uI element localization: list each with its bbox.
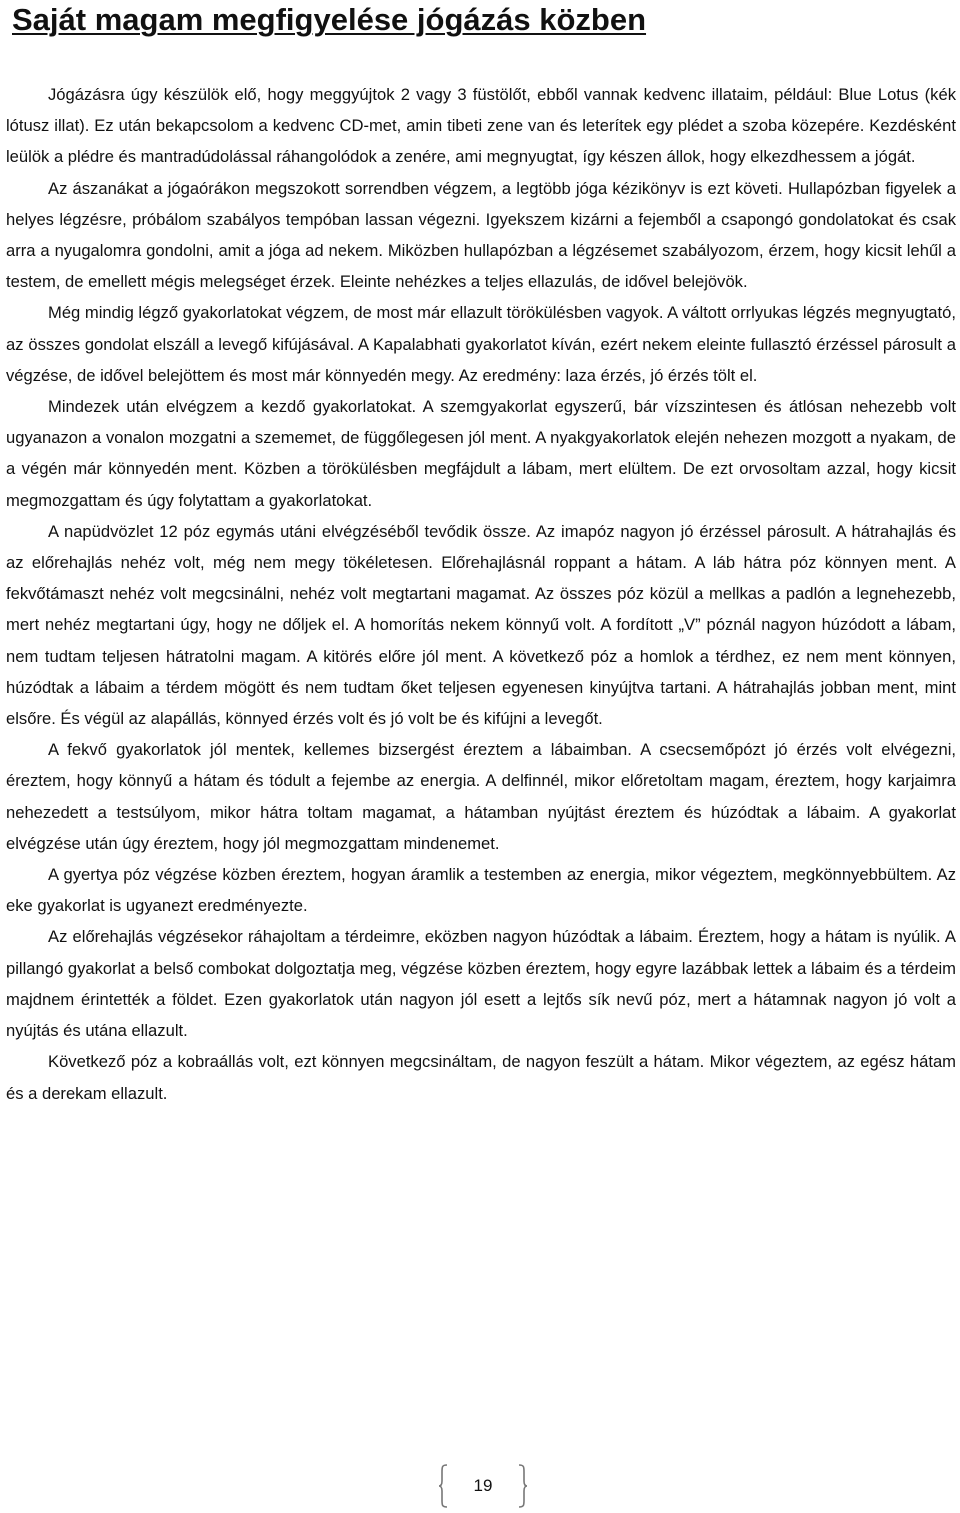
left-brace-icon [438, 1464, 448, 1508]
paragraph: Még mindig légző gyakorlatokat végzem, de most már ellazult törökülésben vagyok. A váltott orrlyukas légzés megnyugtató, az összes gondolat elszáll a levegő kifújásával. A Kapalabhati gyakorlatot kíván, ezért nekem eleinte fullasztó érzéssel párosult a végzése, de idővel belejöttem és most már könnyedén megy. Az eredmény: laza érzés, jó érzés tölt el. [6, 303, 956, 385]
right-brace-icon [518, 1464, 528, 1508]
paragraph: A gyertya póz végzése közben éreztem, hogyan áramlik a testemben az energia, mikor végeztem, megkönnyebbültem. Az eke gyakorlat is ugyanezt eredményezte. [6, 865, 956, 916]
paragraph: Az előrehajlás végzésekor ráhajoltam a térdeimre, eközben nagyon húzódtak a lábaim. Éreztem, hogy a hátam is nyúlik. A pillangó gyakorlat a belső combokat dolgoztatja meg, végzése közben éreztem, hogy egyre lazábbak lettek a lábaim és a térdeim majdnem érintették a földet. Ezen gyakorlatok után nagyon jól esett a lejtős sík nevű póz, mert a hátamnak nagyon jó volt a nyújtás és utána ellazult. [6, 927, 956, 1041]
paragraph: Mindezek után elvégzem a kezdő gyakorlatokat. A szemgyakorlat egyszerű, bár vízszintesen és átlósan nehezebb volt ugyanazon a vonalon mozgatni a szememet, de függőlegesen jól ment. A nyakgyakorlatok elején nehezen mozgott a nyakam, de a végén már könnyedén ment. Közben a törökülésben megfájdult a lábam, mert elültem. De ezt orvosoltam azzal, hogy kicsit megmozgattam és úgy folytattam a gyakorlatokat. [6, 397, 956, 510]
paragraph: A napüdvözlet 12 póz egymás utáni elvégzéséből tevődik össze. Az imapóz nagyon jó érzéssel párosult. A hátrahajlás és az előrehajlás nehéz volt, még nem megy tökéletesen. Előrehajlásnál roppant a hátam. A láb hátra póz könnyen ment. A fekvőtámaszt nehéz volt megcsinálni, nehéz volt megtartani magamat. Az összes póz közül a mellkas a padlón a legnehezebb, mert nehéz megtartani úgy, hogy ne dőljek el. A homorítás nekem könnyű volt. A fordított „V” póznál nagyon húzódott a lábam, nem tudtam teljesen hátratolni magam. A kitörés előre jól ment. A következő póz a homlok a térdhez, ez nem ment könnyen, húzódtak a lábaim a térdem mögött és nem tudtam őket teljesen egyenesen kinyújtva tartani. A hátrahajlás jobban ment, mint elsőre. És végül az alapállás, könnyed érzés volt és jó volt be és kifújni a levegőt. [6, 521, 956, 729]
paragraph: Jógázásra úgy készülök elő, hogy meggyújtok 2 vagy 3 füstölőt, ebből vannak kedvenc illataim, például: Blue Lotus (kék lótusz illat). Ez után bekapcsolom a kedvenc CD-met, amin tibeti zene van és leterítek egy plédet a szoba közepére. Kezdésként leülök a plédre és mantradúdolással ráhangolódok a zenére, ami megnyugtat, így készen állok, hogy elkezdhessem a jógát. [6, 85, 956, 167]
paragraph: A fekvő gyakorlatok jól mentek, kellemes bizsergést éreztem a lábaimban. A csecsemőpózt jó érzés volt elvégezni, éreztem, hogy könnyű a hátam és tódult a fejembe az energia. A delfinnél, mikor előretoltam magam, éreztem, hogy karjaimra nehezedett a testsúlyom, mikor hátra toltam magamat, a hátamban nyújtást éreztem és húzódtak a lábaim. A gyakorlat elvégzése után úgy éreztem, hogy jól megmozgattam mindenemet. [6, 740, 956, 853]
page-footer [438, 1464, 528, 1508]
paragraph: Következő póz a kobraállás volt, ezt könnyen megcsináltam, de nagyon feszült a hátam. Mikor végeztem, az egész hátam és a derekam ellazult. [6, 1052, 956, 1103]
page-number: 19 [473, 1476, 493, 1495]
page-title: Saját magam megfigyelése jógázás közben [12, 2, 647, 37]
body-text [6, 79, 956, 1109]
paragraph: Az ászanákat a jógaórákon megszokott sorrendben végzem, a legtöbb jóga kézikönyv is ezt követi. Hullapózban figyelek a helyes légzésre, próbálom szabályos tempóban lassan végezni. Igyekszem kizárni a fejemből a csapongó gondolatokat és csak arra a nyugalomra gondolni, amit a jóga ad nekem. Miközben hullapózban a légzésemet szabályozom, érzem, hogy kicsit lehűl a testem, de emellett mégis melegséget érzek. Eleinte nehézkes a teljes ellazulás, de idővel belejövök. [6, 178, 956, 292]
